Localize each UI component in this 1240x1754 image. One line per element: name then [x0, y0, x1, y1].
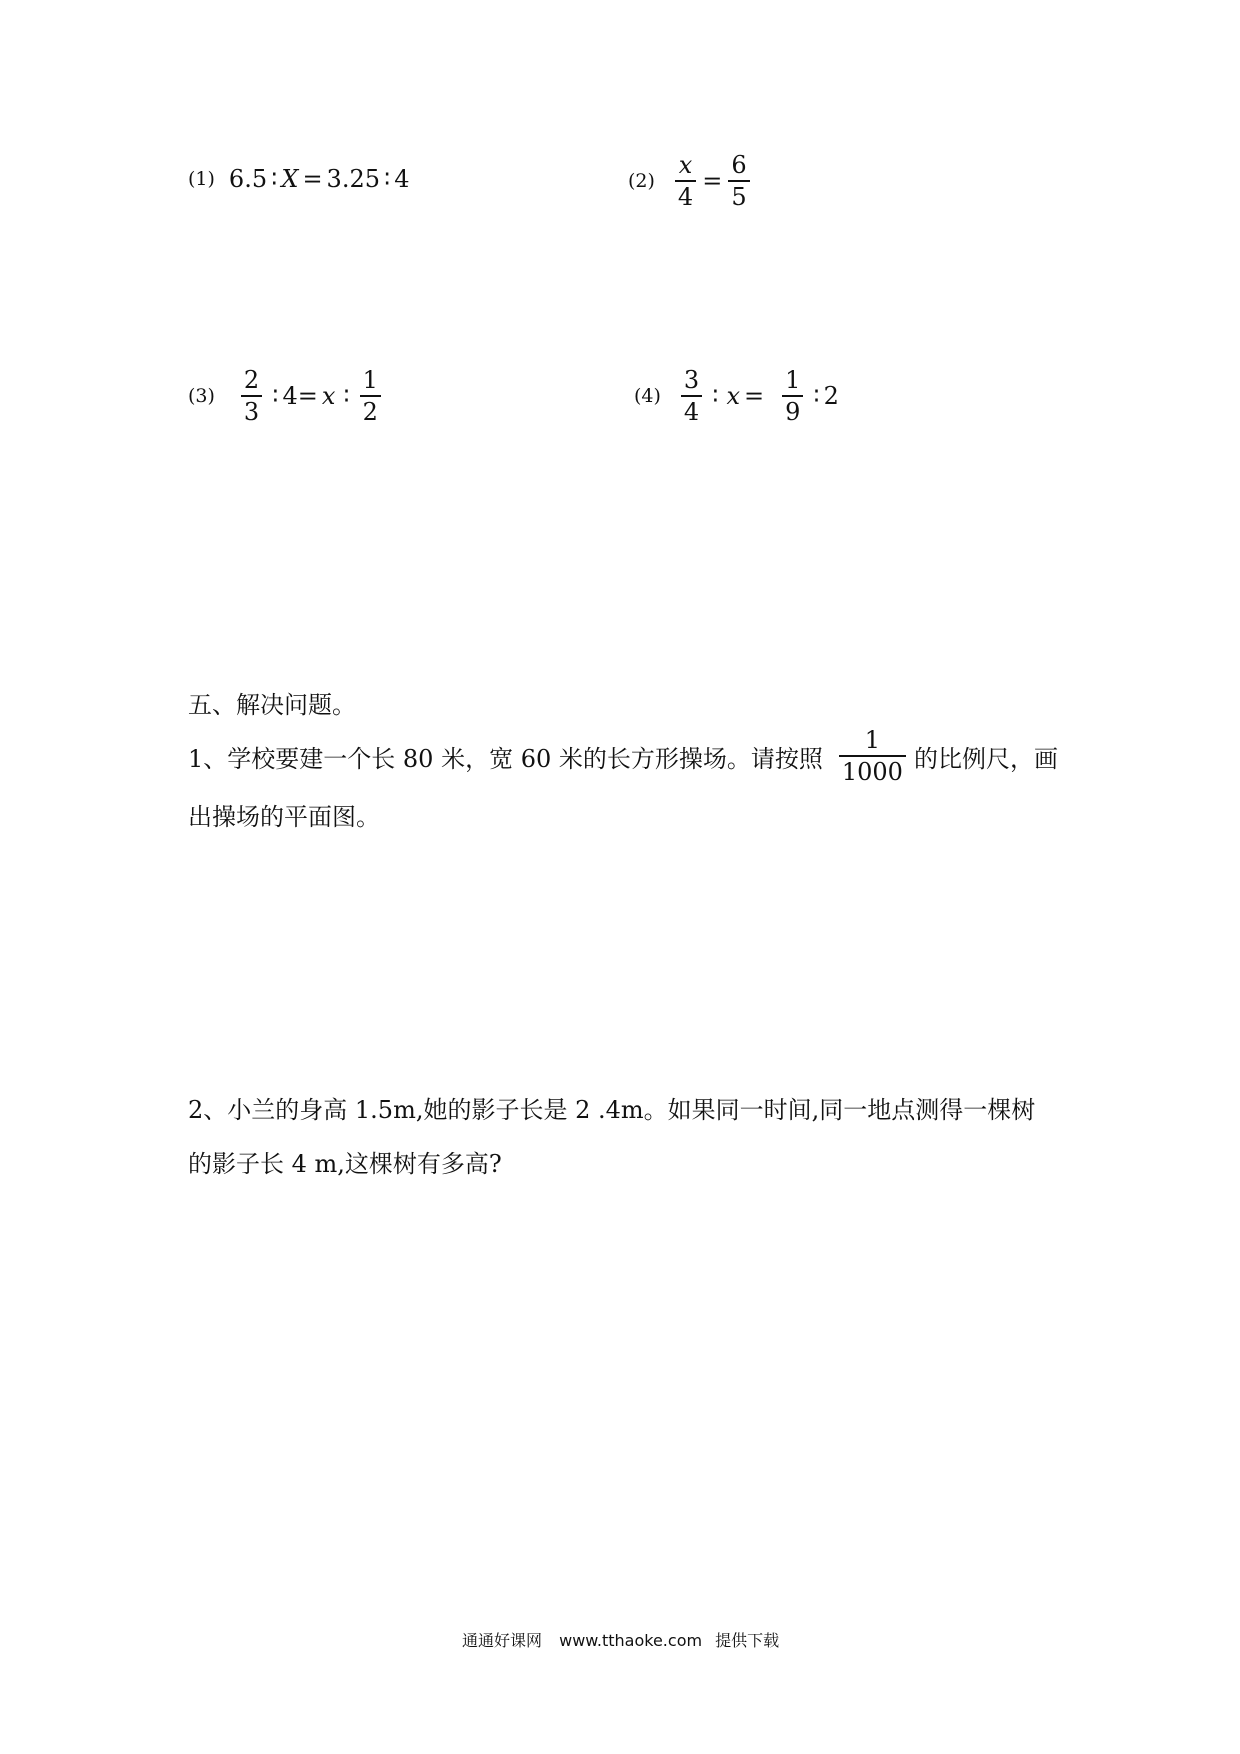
fraction-numerator: 2: [243, 366, 260, 394]
fraction-numerator: x: [678, 151, 693, 179]
fraction-denominator: 3: [241, 395, 262, 424]
fraction-numerator: 1: [864, 726, 881, 754]
problem-1-text: 的比例尺，画: [913, 744, 1058, 773]
fraction-denominator: 1000: [839, 755, 906, 784]
operand: 3.25: [326, 165, 380, 193]
problem-1-line-1: [188, 728, 1058, 784]
colon-symbol: ∶: [343, 382, 350, 410]
problem-2-line-2: 的影子长 4 m,这棵树有多高?: [188, 1150, 502, 1178]
problem-1-line-2: 出操场的平面图。: [188, 803, 380, 831]
equation-label: (1): [188, 168, 215, 190]
colon-symbol: ∶: [272, 382, 279, 410]
equals-symbol: =: [702, 167, 723, 195]
fraction: [728, 153, 749, 209]
fraction-numerator: 1: [785, 366, 801, 394]
equation-4: [634, 368, 839, 424]
problem-2-line-1: 2、小兰的身高 1.5m,她的影子长是 2 .4m。如果同一时间,同一地点测得一棵树: [188, 1096, 1036, 1124]
equation-3: [188, 368, 387, 424]
variable-x: X: [281, 165, 299, 193]
fraction-denominator: 9: [782, 395, 803, 424]
colon-symbol: ∶: [712, 382, 719, 410]
equals-symbol: =: [744, 382, 765, 410]
problem-1-text: 1、学校要建一个长 80 米，宽 60 米的长方形操场。请按照: [188, 744, 823, 773]
variable-x: x: [321, 382, 336, 410]
fraction-numerator: 6: [731, 151, 747, 179]
footer-url[interactable]: www.tthaoke.com: [559, 1631, 703, 1650]
equation-label: (3): [188, 385, 215, 407]
fraction-numerator: 1: [362, 366, 378, 394]
equals-symbol: =: [302, 165, 323, 193]
operand: 2: [823, 382, 839, 410]
colon-symbol: ∶: [271, 165, 278, 193]
equation-1: [188, 165, 410, 193]
footer-suffix: 提供下载: [715, 1631, 780, 1650]
equation-label: (2): [628, 170, 655, 192]
fraction: [241, 368, 262, 424]
equation-label: (4): [634, 385, 661, 407]
equation-2: [628, 153, 756, 209]
operand: 6.5: [228, 165, 268, 193]
colon-symbol: ∶: [813, 382, 820, 410]
operand: 4: [282, 382, 298, 410]
footer-site: 通通好课网: [462, 1631, 543, 1650]
fraction-denominator: 2: [360, 395, 381, 424]
fraction-numerator: 3: [683, 366, 700, 394]
fraction: [360, 368, 381, 424]
colon-symbol: ∶: [383, 165, 391, 193]
fraction: [681, 368, 702, 424]
scale-fraction: [839, 728, 906, 784]
fraction: [782, 368, 803, 424]
fraction: [675, 153, 696, 209]
section-title: 五、解决问题。: [188, 691, 356, 719]
footer: [462, 1628, 779, 1651]
operand: 4: [394, 165, 410, 193]
fraction-denominator: 5: [728, 180, 749, 209]
variable-x: x: [726, 382, 740, 410]
equals-symbol: =: [297, 382, 318, 410]
fraction-denominator: 4: [675, 180, 696, 209]
fraction-denominator: 4: [681, 395, 702, 424]
